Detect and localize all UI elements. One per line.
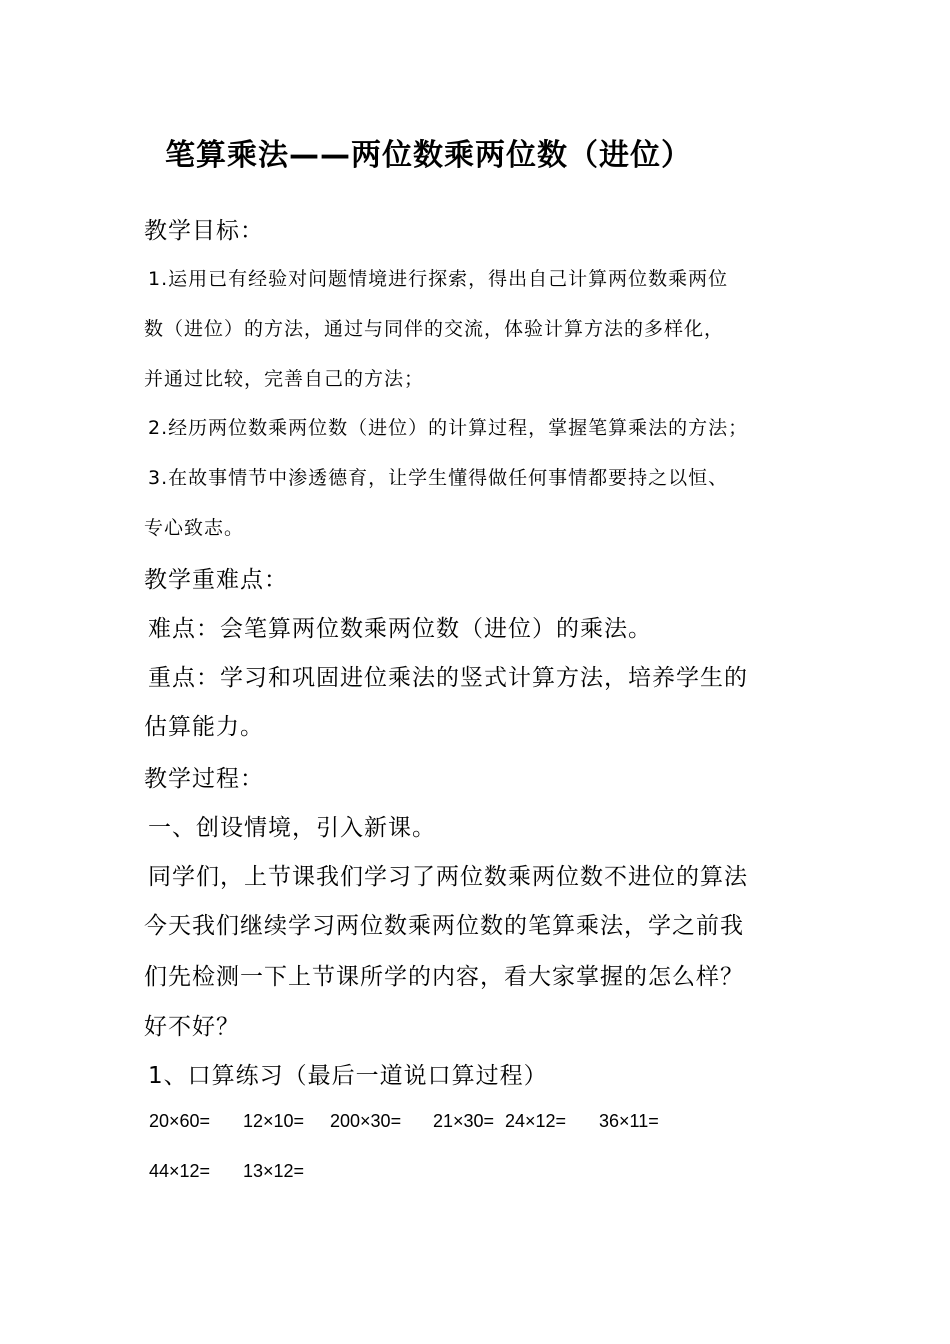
objective-1-line-2: 数（进位）的方法，通过与同伴的交流，体验计算方法的多样化，	[144, 318, 725, 340]
exercise-item: 12×10=	[243, 1111, 305, 1131]
exercise-item: 200×30=	[330, 1111, 402, 1131]
exercise-item: 36×11=	[599, 1111, 659, 1131]
objective-1-line-1: 1.运用已有经验对问题情境进行探索，得出自己计算两位数乘两位	[148, 268, 729, 290]
exercise-item: 20×60=	[149, 1111, 211, 1131]
objective-1-line-3: 并通过比较，完善自己的方法；	[144, 368, 425, 390]
difficulty-line: 难点：会笔算两位数乘两位数（进位）的乘法。	[148, 616, 652, 642]
document-title: 笔算乘法——两位数乘两位数（进位）	[165, 138, 692, 173]
intro-line-4: 好不好？	[144, 1014, 240, 1040]
intro-line-2: 今天我们继续学习两位数乘两位数的笔算乘法，学之前我	[144, 913, 744, 939]
exercise-item: 24×12=	[505, 1111, 567, 1131]
exercise-item: 13×12=	[243, 1161, 305, 1181]
focus-line-2: 估算能力。	[144, 714, 264, 740]
process-heading: 教学过程：	[144, 766, 264, 792]
exercise-item: 21×30=	[433, 1111, 495, 1131]
objective-3-line-2: 专心致志。	[144, 517, 245, 539]
exercise-heading: 1、口算练习（最后一道说口算过程）	[148, 1063, 548, 1089]
objective-3-line-1: 3.在故事情节中渗透德育，让学生懂得做任何事情都要持之以恒、	[148, 467, 729, 489]
process-step-1: 一、创设情境，引入新课。	[148, 815, 436, 841]
intro-line-3: 们先检测一下上节课所学的内容，看大家掌握的怎么样？	[144, 964, 744, 990]
focus-line-1: 重点：学习和巩固进位乘法的竖式计算方法，培养学生的	[148, 665, 748, 691]
objectives-heading: 教学目标：	[144, 218, 264, 244]
intro-line-1: 同学们，上节课我们学习了两位数乘两位数不进位的算法	[148, 864, 748, 890]
key-points-heading: 教学重难点：	[144, 567, 288, 593]
exercise-item: 44×12=	[149, 1161, 211, 1181]
objective-2-line-1: 2.经历两位数乘两位数（进位）的计算过程，掌握笔算乘法的方法；	[148, 417, 749, 439]
